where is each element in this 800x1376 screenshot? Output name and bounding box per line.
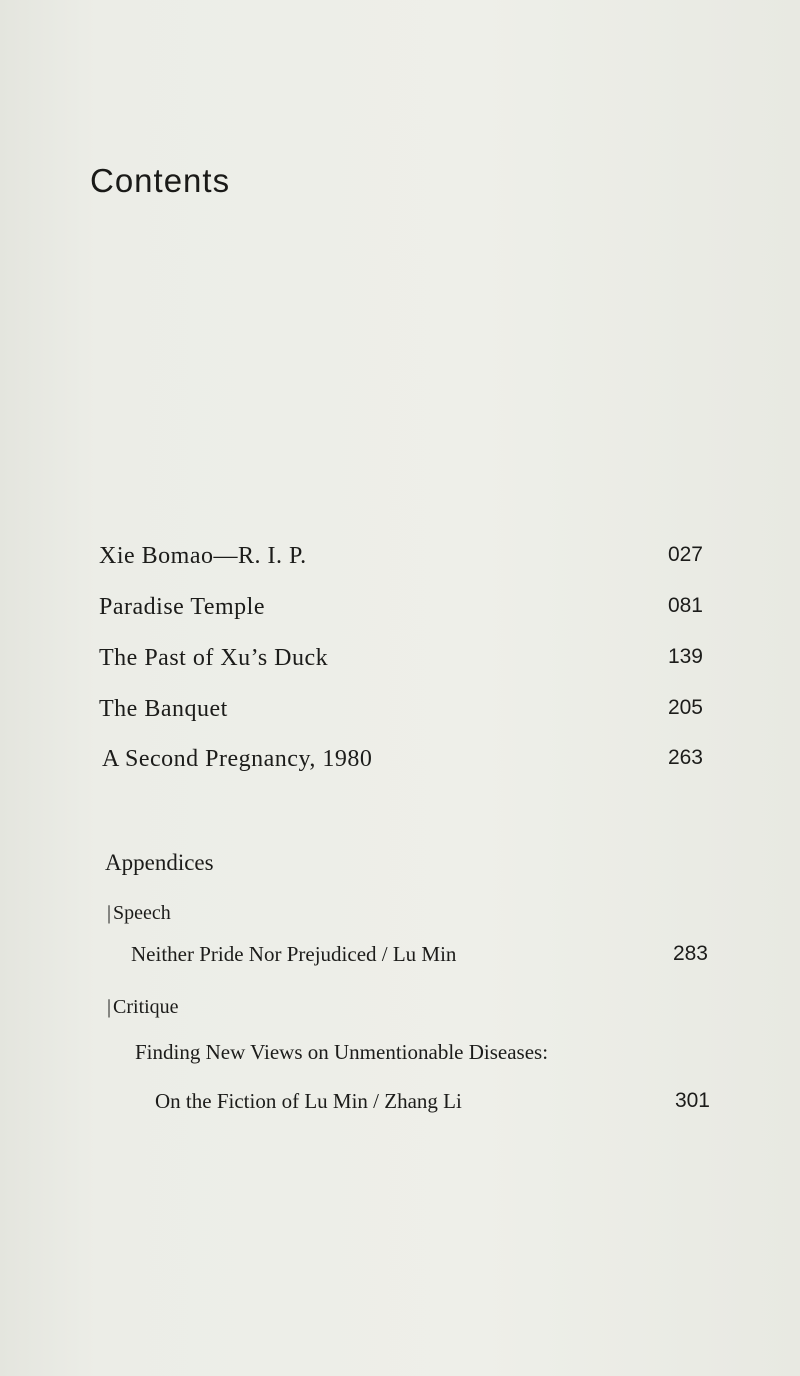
critique-entry-page: 301 [674, 1089, 710, 1112]
speech-heading: | Speech [107, 902, 171, 924]
page-title: Contents [90, 162, 231, 199]
speech-entry [0, 942, 800, 974]
toc-entry [0, 746, 800, 782]
toc-entry-page: 263 [667, 746, 703, 769]
critique-heading: | Critique [107, 996, 179, 1018]
toc-entry-title: Xie Bomao—R. I. P. [99, 543, 307, 569]
critique-entry-line1 [0, 1040, 800, 1072]
toc-entry-page: 027 [667, 543, 703, 566]
speech-heading-label: Speech [113, 902, 171, 924]
toc-entry-title: The Past of Xu’s Duck [99, 645, 329, 671]
toc-entry [0, 543, 800, 579]
appendices-heading: Appendices [105, 850, 214, 875]
critique-entry-line2 [0, 1089, 800, 1121]
speech-entry-title: Neither Pride Nor Prejudiced / Lu Min [131, 942, 457, 966]
critique-heading-label: Critique [113, 996, 179, 1018]
toc-entry-title: The Banquet [99, 696, 228, 722]
toc-entry-title: Paradise Temple [99, 594, 265, 620]
critique-entry-title: Finding New Views on Unmentionable Diseases: [135, 1040, 549, 1064]
toc-entry-page: 139 [667, 645, 703, 668]
toc-entry [0, 696, 800, 732]
speech-entry-page: 283 [672, 942, 708, 965]
toc-entry [0, 594, 800, 630]
toc-entry-page: 205 [667, 696, 703, 719]
toc-entry-title: A Second Pregnancy, 1980 [102, 746, 373, 772]
toc-entry-page: 081 [667, 594, 703, 617]
toc-entry [0, 645, 800, 681]
critique-entry-subtitle: On the Fiction of Lu Min / Zhang Li [155, 1089, 462, 1113]
